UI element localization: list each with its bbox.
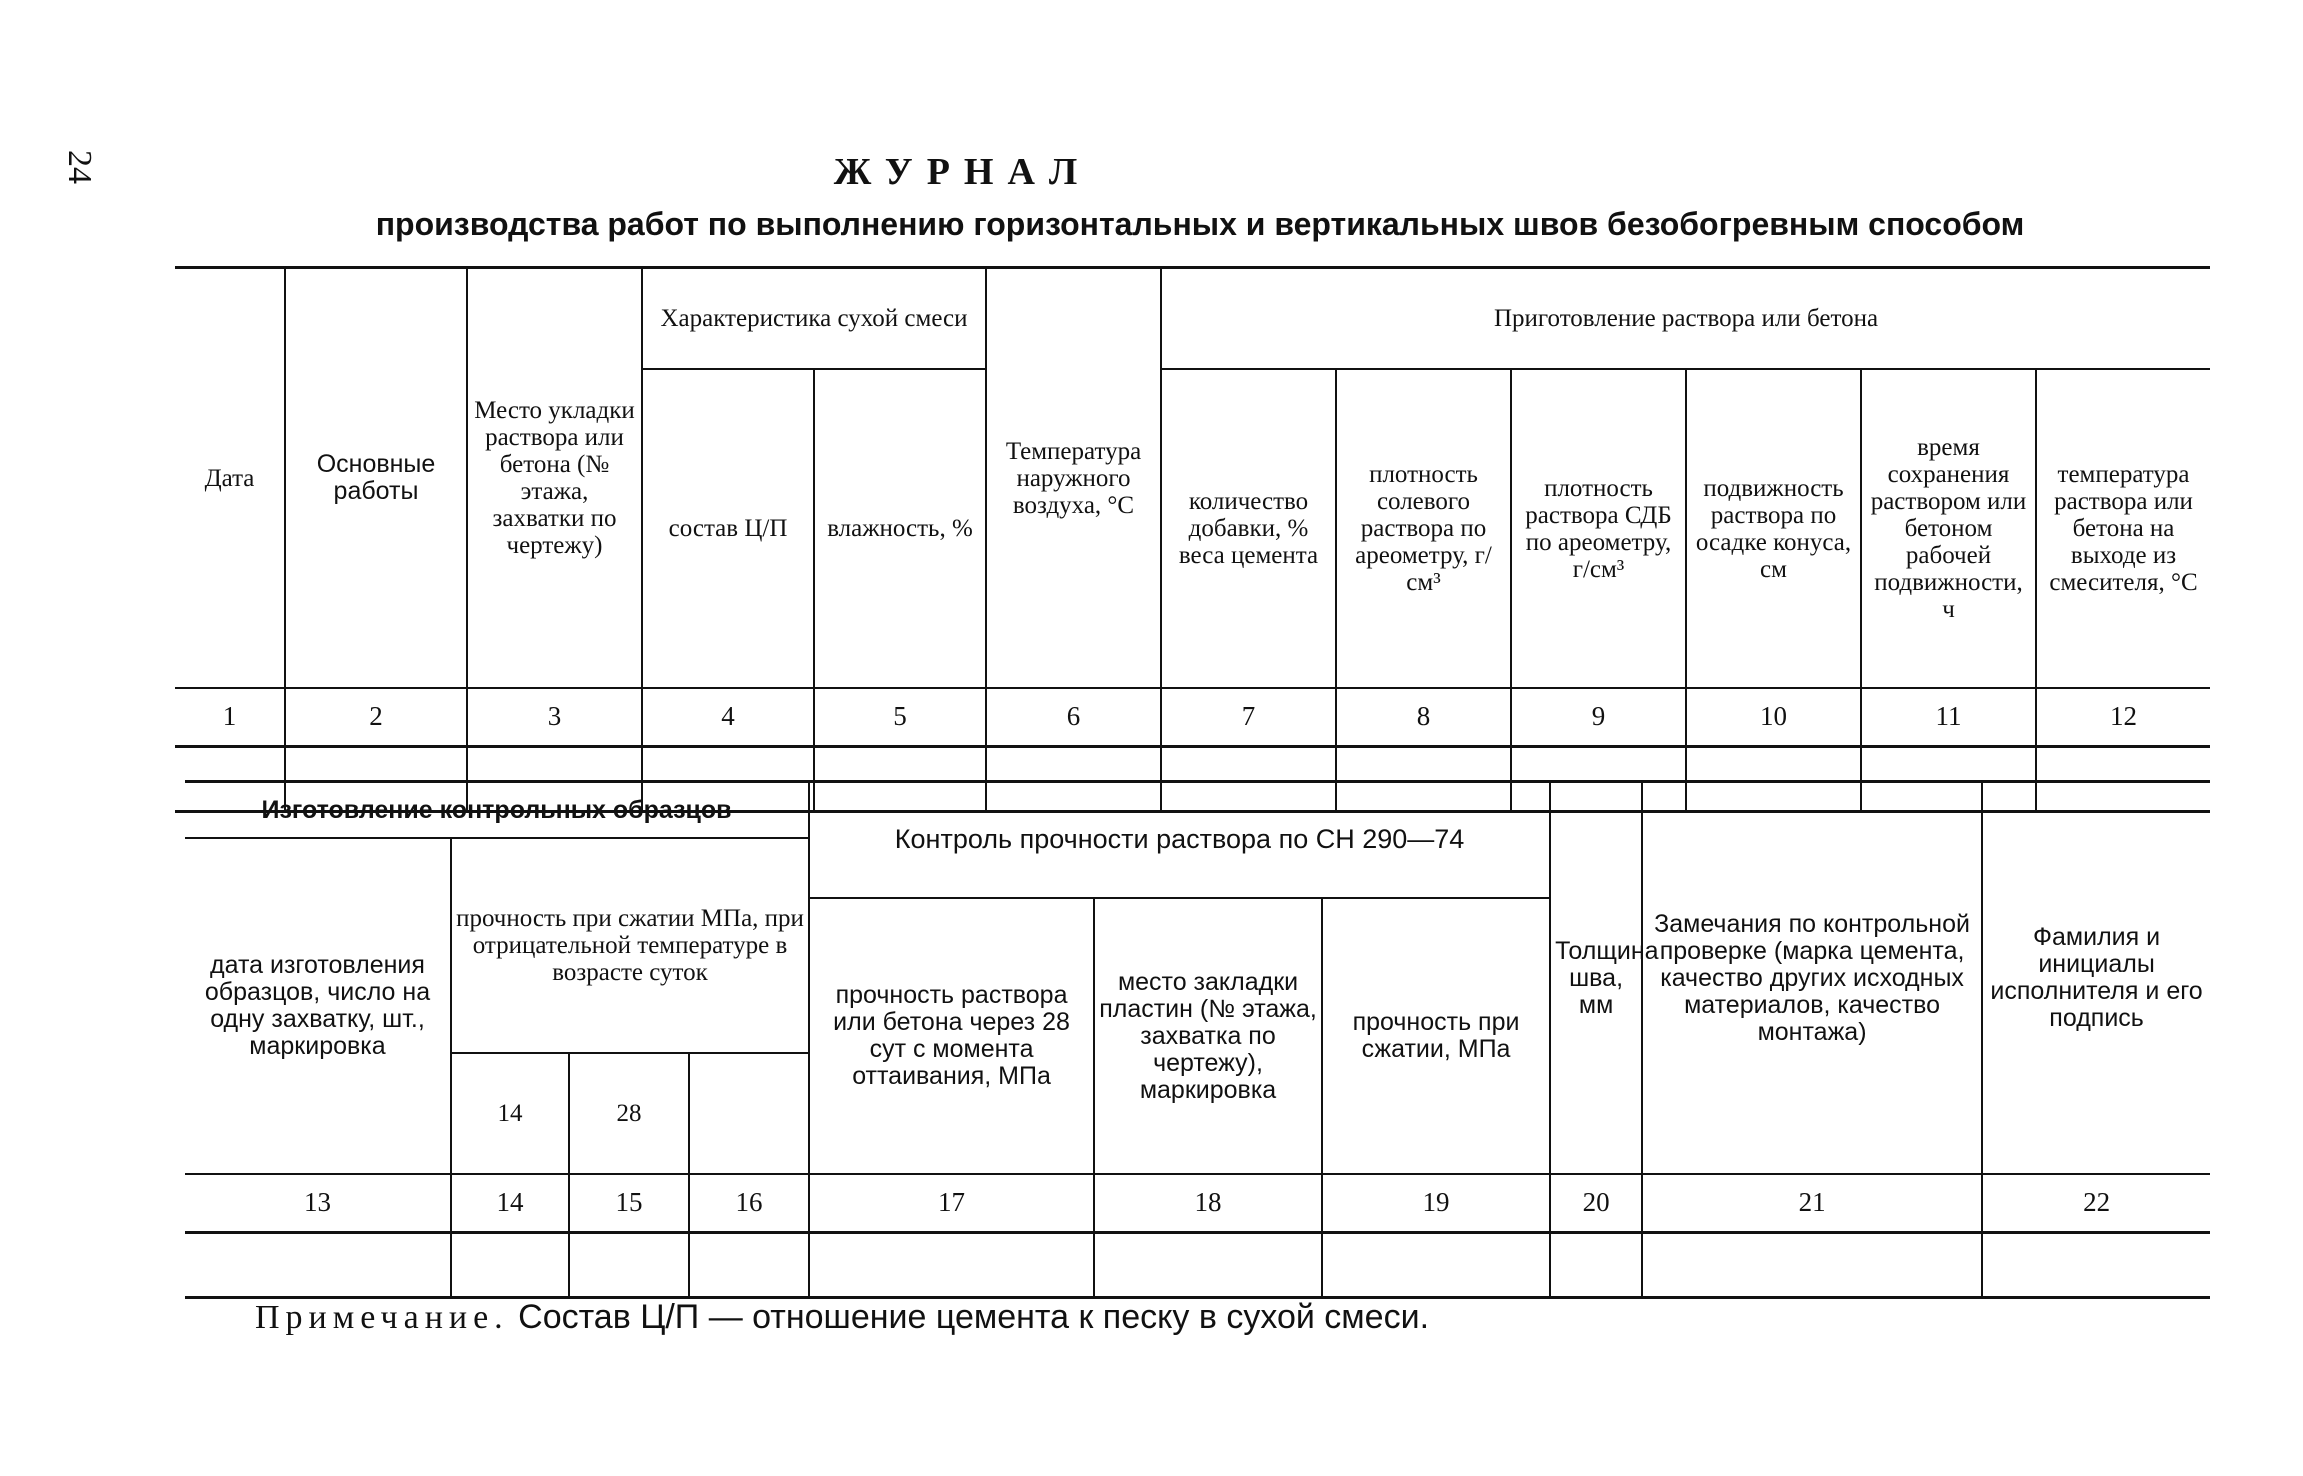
col-number: 3 xyxy=(467,688,642,747)
col-number: 1 xyxy=(175,688,285,747)
page-title: ЖУРНАЛ xyxy=(833,151,1092,193)
empty-cell xyxy=(1322,1233,1550,1298)
empty-cell xyxy=(809,1233,1094,1298)
col-remarks-header: Замечания по контрольной проверке (марка цемента, качество других исходных материалов, качество монтажа) xyxy=(1642,782,1982,1175)
footnote-text: Состав Ц/П — отношение цемента к песку в сухой смеси. xyxy=(518,1298,1430,1336)
col-number: 7 xyxy=(1161,688,1336,747)
col-number: 16 xyxy=(689,1174,809,1233)
empty-cell xyxy=(451,1233,569,1298)
col-number: 19 xyxy=(1322,1174,1550,1233)
age-extra-header xyxy=(689,1053,809,1174)
col-number: 22 xyxy=(1982,1174,2210,1233)
col-sdb-density-header: плотность раствора СДБ по ареометру, г/см³ xyxy=(1511,369,1686,688)
col-number: 8 xyxy=(1336,688,1511,747)
empty-cell xyxy=(569,1233,689,1298)
footnote xyxy=(255,1298,1429,1337)
col-number: 5 xyxy=(814,688,986,747)
col-compressive-header: прочность при сжатии, МПа xyxy=(1322,898,1550,1174)
group-dry-mix-header: Характеристика сухой смеси xyxy=(642,268,986,370)
age-28-header: 28 xyxy=(569,1053,689,1174)
col-number: 13 xyxy=(185,1174,451,1233)
page-number: 24 xyxy=(61,150,98,184)
col-salt-density-header: плотность солевого раствора по ареометру, г/см³ xyxy=(1336,369,1511,688)
empty-cell xyxy=(185,1233,451,1298)
col-number: 6 xyxy=(986,688,1161,747)
group-compressive-header: прочность при сжатии МПа, при отрицательной температуре в возрасте суток xyxy=(451,838,809,1053)
col-date-header: Дата xyxy=(175,268,285,689)
col-number: 21 xyxy=(1642,1174,1982,1233)
col-number: 11 xyxy=(1861,688,2036,747)
empty-cell xyxy=(689,1233,809,1298)
age-14-header: 14 xyxy=(451,1053,569,1174)
col-additive-header: количество добавки, % веса цемента xyxy=(1161,369,1336,688)
group-samples-header: Изготовление контрольных образцов xyxy=(185,782,809,839)
empty-cell xyxy=(1982,1233,2210,1298)
col-seam-thickness-header: Толщина шва, мм xyxy=(1550,782,1642,1175)
page-subtitle: производства работ по выполнению горизонтальных и вертикальных швов безобогревным способом xyxy=(375,206,2025,242)
col-air-temperature-header: Температура наружного воздуха, °С xyxy=(986,268,1161,689)
col-number: 12 xyxy=(2036,688,2210,747)
empty-cell xyxy=(1642,1233,1982,1298)
journal-table-bottom xyxy=(185,780,2210,1299)
col-strength-28-header: прочность раствора или бетона через 28 сут с момента оттаивания, МПа xyxy=(809,898,1094,1174)
journal-table-top xyxy=(175,266,2210,813)
col-mix-temperature-header: температура раствора или бетона на выходе из смесителя, °С xyxy=(2036,369,2210,688)
col-number: 14 xyxy=(451,1174,569,1233)
table-row-empty xyxy=(185,1233,2210,1298)
group-strength-control-header: Контроль прочности раствора по СН 290—74 xyxy=(809,782,1550,899)
col-number: 2 xyxy=(285,688,467,747)
col-number: 17 xyxy=(809,1174,1094,1233)
group-preparation-header: Приготовление раствора или бетона xyxy=(1161,268,2210,370)
col-number: 20 xyxy=(1550,1174,1642,1233)
empty-cell xyxy=(1094,1233,1322,1298)
col-number: 15 xyxy=(569,1174,689,1233)
col-executor-header: Фамилия и инициалы исполнителя и его подпись xyxy=(1982,782,2210,1175)
col-number: 4 xyxy=(642,688,814,747)
col-main-works-header: Основные работы xyxy=(285,268,467,689)
col-sample-date-header: дата изготовления образцов, число на одну захватку, шт., маркировка xyxy=(185,838,451,1174)
col-mobility-time-header: время сохранения раствором или бетоном рабочей подвижности, ч xyxy=(1861,369,2036,688)
col-number: 18 xyxy=(1094,1174,1322,1233)
col-mobility-header: подвижность раствора по осадке конуса, см xyxy=(1686,369,1861,688)
footnote-label: Примечание. xyxy=(255,1299,509,1336)
col-plate-location-header: место закладки пластин (№ этажа, захватка по чертежу), маркировка xyxy=(1094,898,1322,1174)
col-number: 9 xyxy=(1511,688,1686,747)
col-composition-header: состав Ц/П xyxy=(642,369,814,688)
empty-cell xyxy=(1550,1233,1642,1298)
col-number: 10 xyxy=(1686,688,1861,747)
col-humidity-header: влажность, % xyxy=(814,369,986,688)
col-placement-header: Место укладки раствора или бетона (№ этажа, захватки по чертежу) xyxy=(467,268,642,689)
